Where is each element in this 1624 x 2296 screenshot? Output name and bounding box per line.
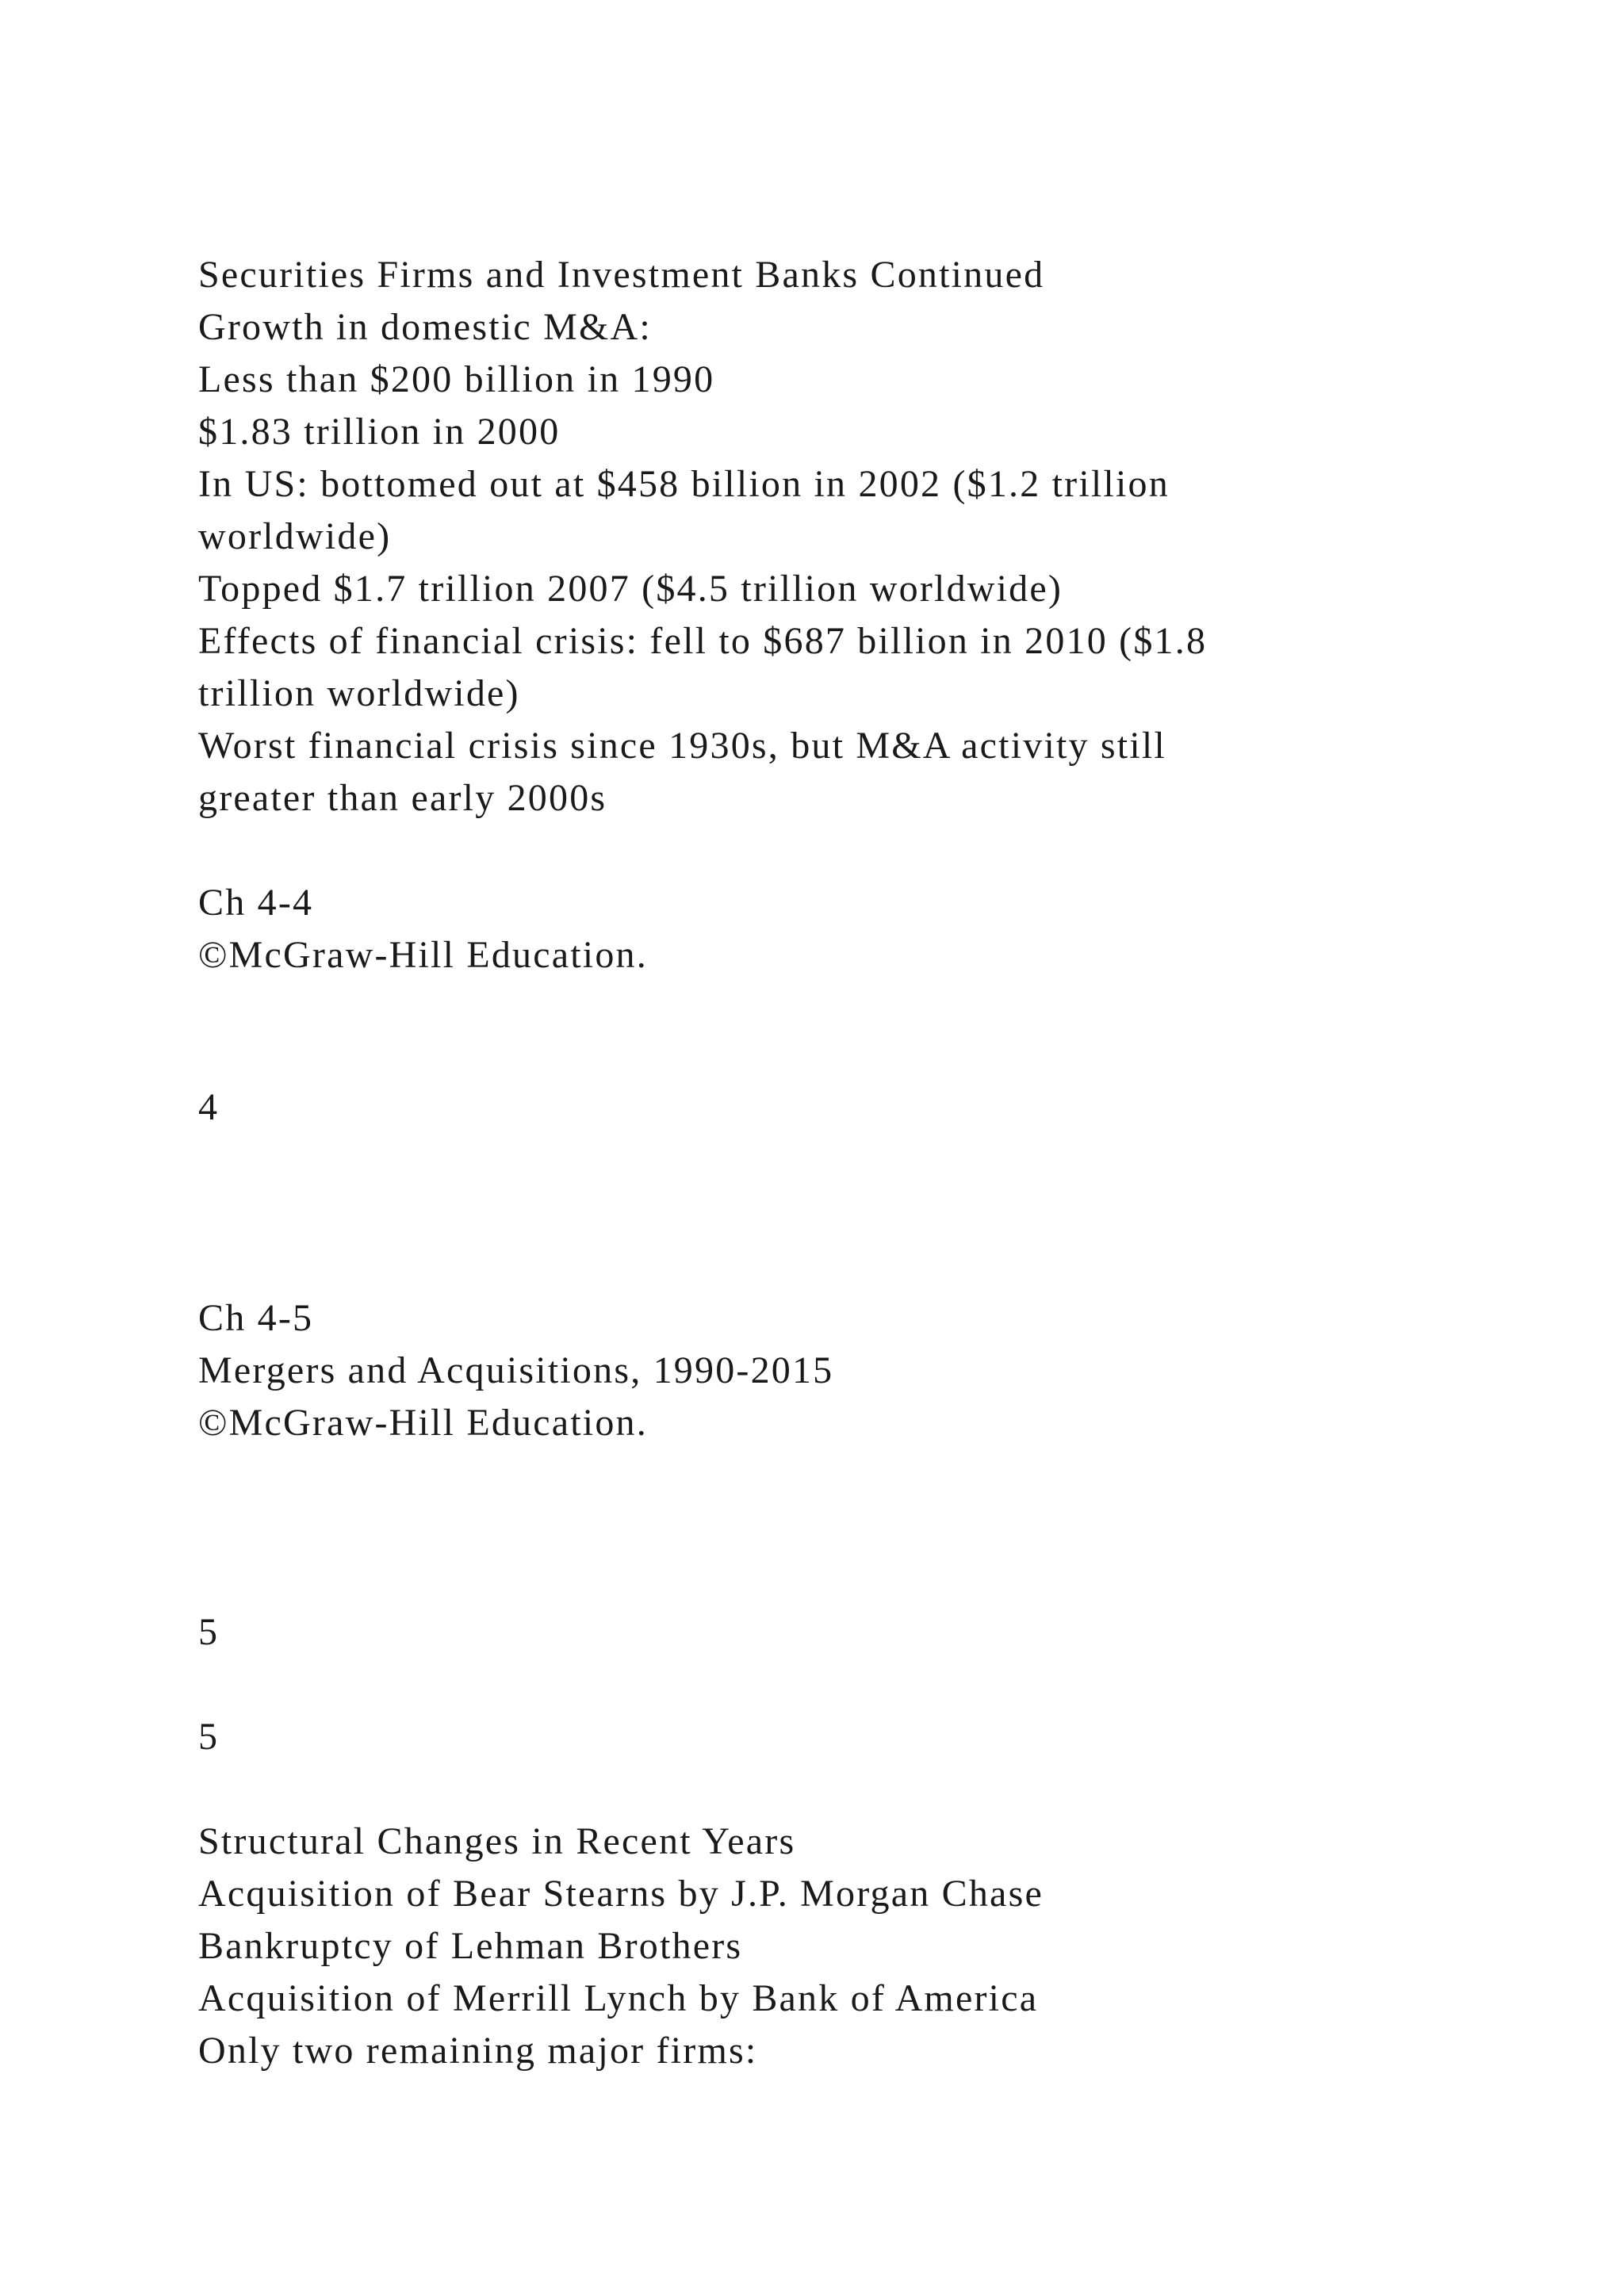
text-line: Acquisition of Bear Stearns by J.P. Morgan Chase bbox=[198, 1873, 1044, 1915]
section-title: Structural Changes in Recent Years bbox=[198, 1820, 796, 1862]
section-title: Mergers and Acquisitions, 1990-2015 bbox=[198, 1349, 834, 1391]
text-line: Only two remaining major firms: bbox=[198, 2030, 758, 2072]
text-line: Topped $1.7 trillion 2007 ($4.5 trillion worldwide) bbox=[198, 568, 1063, 610]
text-line: trillion worldwide) bbox=[198, 672, 520, 714]
text-line: Bankruptcy of Lehman Brothers bbox=[198, 1925, 743, 1967]
text-line: Less than $200 billion in 1990 bbox=[198, 358, 715, 400]
text-line: Worst financial crisis since 1930s, but M&A activity still bbox=[198, 725, 1166, 767]
text-line: In US: bottomed out at $458 billion in 2002 ($1.2 trillion bbox=[198, 463, 1170, 505]
page-number: 5 bbox=[198, 1611, 220, 1653]
copyright-text: ©McGraw-Hill Education. bbox=[198, 1402, 648, 1444]
slide-number-label: Ch 4-5 bbox=[198, 1297, 314, 1339]
text-line: Acquisition of Merrill Lynch by Bank of America bbox=[198, 1977, 1039, 2019]
text-line: Growth in domestic M&A: bbox=[198, 306, 652, 348]
text-line: worldwide) bbox=[198, 515, 392, 557]
slide-number-label: Ch 4-4 bbox=[198, 882, 314, 924]
page-number: 5 bbox=[198, 1716, 220, 1758]
page-number: 4 bbox=[198, 1086, 220, 1128]
section-title: Securities Firms and Investment Banks Continued bbox=[198, 254, 1045, 296]
copyright-text: ©McGraw-Hill Education. bbox=[198, 934, 648, 976]
text-line: Effects of financial crisis: fell to $687 billion in 2010 ($1.8 bbox=[198, 620, 1208, 662]
text-line: $1.83 trillion in 2000 bbox=[198, 411, 561, 453]
text-line: greater than early 2000s bbox=[198, 777, 607, 819]
